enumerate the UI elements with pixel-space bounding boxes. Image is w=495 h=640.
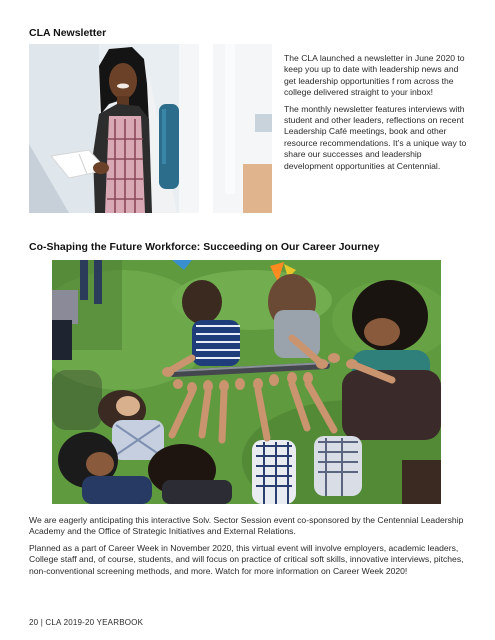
students-team-activity-photo — [52, 260, 441, 504]
student-with-book-photo — [29, 44, 272, 213]
workforce-paragraph-2: Planned as a part of Career Week in November 2020, this virtual event will involve employers, academic leaders, College staff and, of course, students, and will focus on practice of critical soft skills, innovative interviews, pitches, non-conventional screening methods, and more. Watch for more information on Career Week 2020! — [29, 542, 464, 576]
workforce-heading: Co-Shaping the Future Workforce: Succeeding on Our Career Journey — [29, 241, 380, 253]
workforce-paragraph-1: We are eagerly anticipating this interactive Solv. Sector Session event co-sponsored by the Centennial Leadership Academy and the Office of Strategic Initiatives and External Relations. — [29, 515, 464, 537]
newsletter-paragraph-2: The monthly newsletter features interviews with student and other leaders, reflections on recent Leadership Café meetings, book and other resource recommendations. It’s a unique way to share our successes and leadership development opportunities at Centennial. — [284, 103, 467, 171]
newsletter-paragraph-1: The CLA launched a newsletter in June 2020 to keep you up to date with leadership news and get leadership opportunities f rom across the college delivered straight to your inbox! — [284, 53, 465, 98]
newsletter-heading: CLA Newsletter — [29, 27, 107, 39]
workforce-text — [29, 515, 469, 582]
page-footer: 20 | CLA 2019-20 YEARBOOK — [29, 618, 144, 627]
newsletter-text — [284, 53, 468, 177]
